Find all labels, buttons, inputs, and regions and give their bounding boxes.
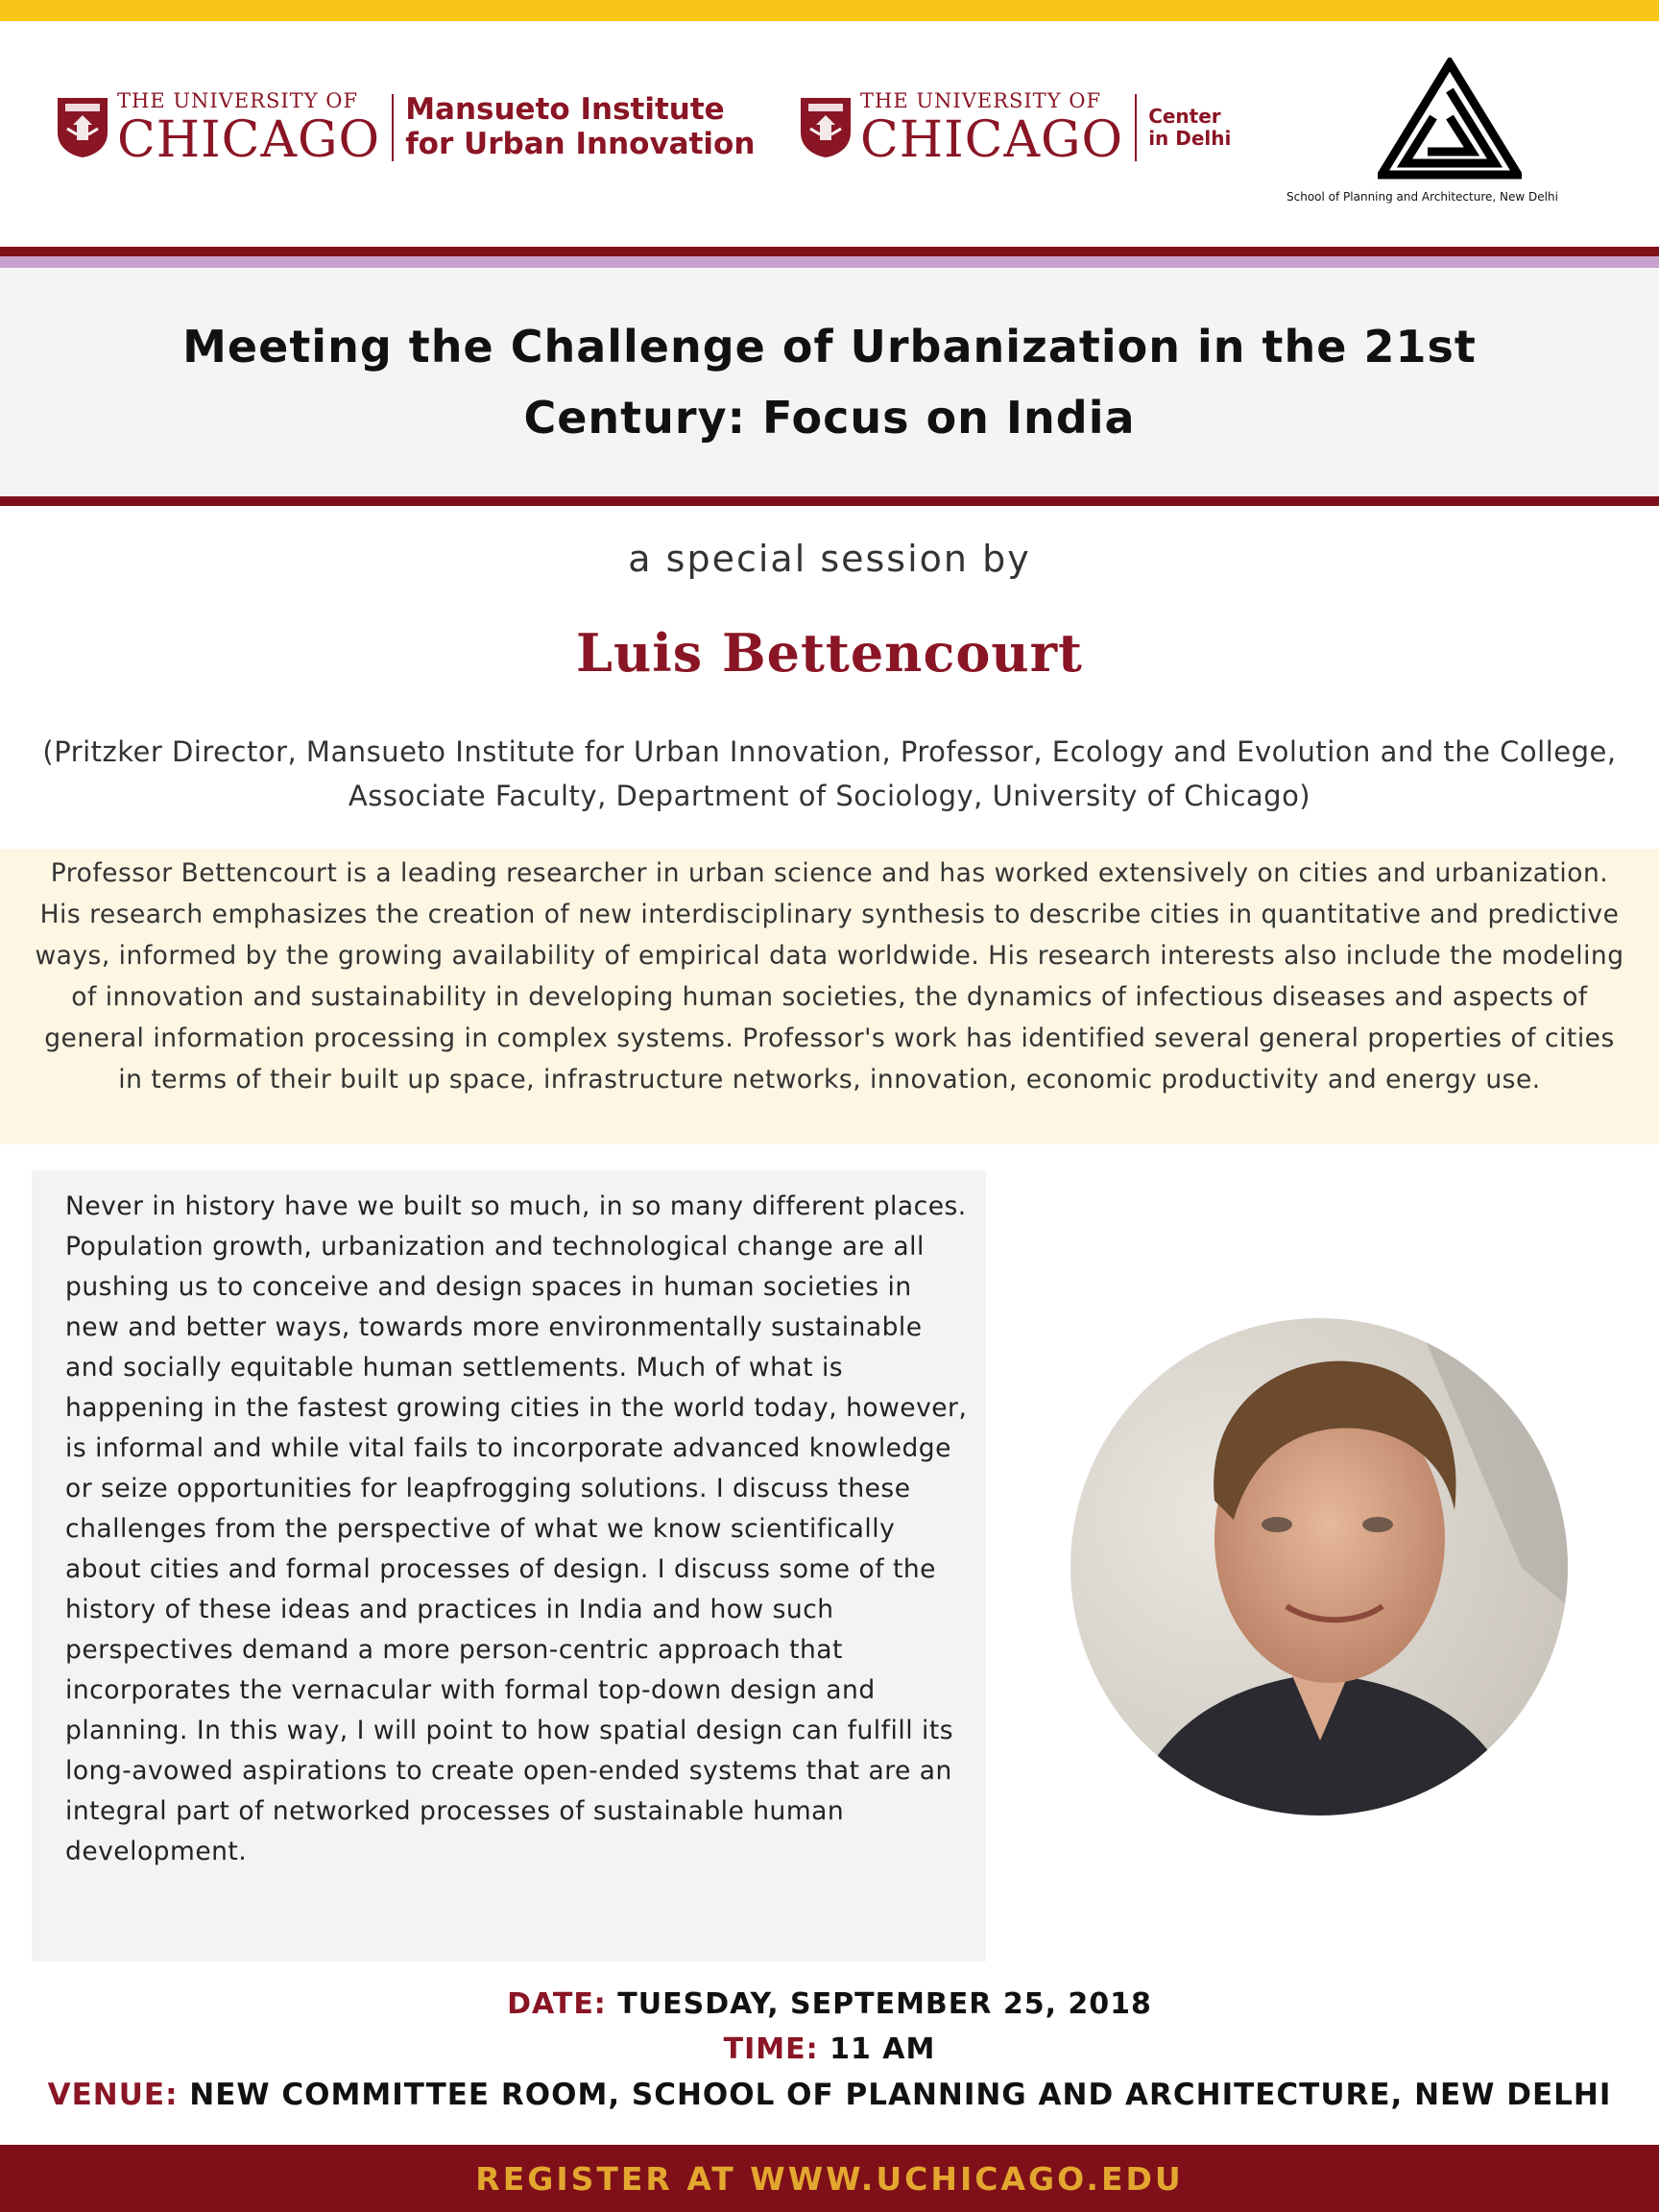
date-value: TUESDAY, SEPTEMBER 25, 2018 xyxy=(617,1987,1152,2021)
speaker-portrait-image xyxy=(1070,1318,1568,1815)
time-value: 11 AM xyxy=(830,2032,936,2066)
university-small-text: THE UNIVERSITY OF xyxy=(117,88,359,112)
university-wordmark xyxy=(860,88,1124,169)
university-small-text: THE UNIVERSITY OF xyxy=(860,88,1102,112)
talk-abstract: Never in history have we built so much, in so many different places. Population growth, urbanization and technological change are all pushing us to conceive and design spaces in human societies in new and better ways, towards more environmentally sustainable and socially equitable human settlements. Much of what is happening in the fastest growing cities in the world today, however, is informal and while vital fails to incorporate advanced knowledge or seize opportunities for leapfrogging solutions. I discuss these challenges from the perspective of what we know scientifically about cities and formal processes of design. I discuss some of the history of these ideas and practices in India and how such perspectives demand a more person-centric approach that incorporates the vernacular with formal top-down design and planning. In this way, I will point to how spatial design can fulfill its long-avowed aspirations to create open-ended systems that are an integral part of networked processes of sustainable human development. xyxy=(65,1191,968,1866)
register-link[interactable]: REGISTER AT WWW.UCHICAGO.EDU xyxy=(475,2159,1184,2198)
speaker-bio: Professor Bettencourt is a leading researcher in urban science and has worked extensively on cities and urbanization. His research emphasizes the creation of new interdisciplinary synthesis to describe cities in quantitative and predictive ways, informed by the growing availability of empirical data worldwide. His research interests also include the modeling of innovation and sustainability in developing human societies, the dynamics of infectious diseases and aspects of general information processing in complex systems. Professor's work has identified several general properties of cities in terms of their built up space, infrastructure networks, innovation, economic productivity and energy use. xyxy=(35,858,1624,1094)
university-big-text: CHICAGO xyxy=(860,110,1124,169)
venue-value: NEW COMMITTEE ROOM, SCHOOL OF PLANNING AND ARCHITECTURE, NEW DELHI xyxy=(189,2078,1612,2112)
speaker-photo xyxy=(1070,1318,1568,1815)
department-name xyxy=(405,93,755,161)
phoenix-shield-icon xyxy=(799,96,853,159)
uchicago-mansueto-logo xyxy=(56,75,755,180)
session-intro: a special session by xyxy=(628,538,1031,580)
speaker-name: Luis Bettencourt xyxy=(576,622,1083,684)
event-date xyxy=(0,1987,1659,2021)
university-big-text: CHICAGO xyxy=(117,110,381,169)
triangle-maze-logo xyxy=(1378,58,1522,180)
department-line-1: Mansueto Institute xyxy=(405,92,725,128)
time-label: TIME: xyxy=(723,2032,819,2066)
department-line-2: for Urban Innovation xyxy=(405,127,756,161)
uchicago-center-delhi-logo xyxy=(799,75,1231,180)
event-venue xyxy=(0,2078,1659,2112)
speaker-affiliation: (Pritzker Director, Mansueto Institute for Urban Innovation, Professor, Ecology and Evolution and the College, Associate Faculty, Department of Sociology, University of Chicago) xyxy=(42,735,1617,812)
phoenix-shield-icon xyxy=(56,96,109,159)
spa-logo xyxy=(1286,58,1651,204)
lilac-band xyxy=(0,256,1659,268)
title-panel xyxy=(0,268,1659,496)
top-accent-bar xyxy=(0,0,1659,21)
maroon-band xyxy=(0,247,1659,256)
date-label: DATE: xyxy=(507,1987,607,2021)
logo-divider xyxy=(392,94,394,161)
department-name xyxy=(1148,106,1231,150)
spa-caption: School of Planning and Architecture, New Delhi xyxy=(1286,190,1558,204)
department-line-2: in Delhi xyxy=(1148,127,1232,150)
venue-label: VENUE: xyxy=(47,2078,179,2112)
university-wordmark xyxy=(117,88,381,169)
department-line-1: Center xyxy=(1148,105,1221,128)
logo-divider xyxy=(1135,94,1137,161)
event-time xyxy=(0,2032,1659,2066)
register-footer xyxy=(0,2145,1659,2212)
maroon-band xyxy=(0,496,1659,506)
event-title: Meeting the Challenge of Urbanization in the 21st Century: Focus on India xyxy=(182,321,1477,444)
